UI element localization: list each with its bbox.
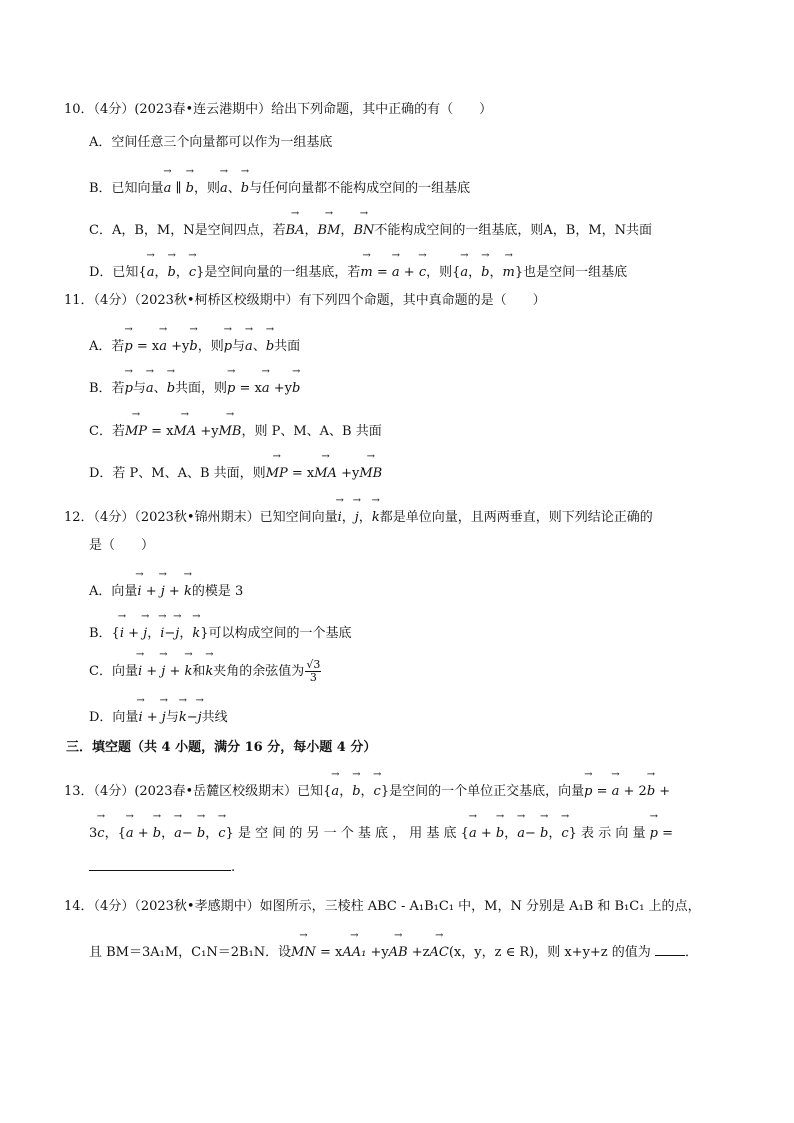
q11-option-d: D．若 P、M、A、B 共面，则→ MP = x→ MA +y→ MB <box>89 458 729 484</box>
q14-line1: 14．（4分）（2023秋•孝感期中）如图所示，三棱柱 ABC - A₁B₁C₁ 中，M，N 分别是 A₁B 和 B₁C₁ 上的点， <box>64 899 701 914</box>
q12-option-c: C．向量→ i + → j + → k和→ k夹角的余弦值为 $\frac{√3}{3}$ <box>89 656 729 684</box>
q11-option-b: B．若→ p与→ a、→ b共面，则→ p = x→ a +y→ b <box>89 373 729 399</box>
q10-option-c: C．A，B，M，N是空间四点，若→ BA，→ BM，→ BN不能构成空间的一组基底，则A，B，M，N共面 <box>89 215 729 241</box>
q11-option-c: C．若→ MP = x→ MA +y→ MB，则 P、M、A、B 共面 <box>89 416 729 442</box>
q13-answer-blank[interactable] <box>89 870 231 871</box>
fraction-sqrt3-over-3: $\frac{√3}{3}$ <box>306 658 321 684</box>
q13-line1: 13．（4分）(2023春•岳麓区校级期末）已知{→ a，→ b，→ c}是空间的一个单位正交基底，向量→ p = → a + 2→ b + <box>64 776 724 802</box>
q11-option-a: A．若→ p = x→ a +y→ b，则→ p与→ a、→ b共面 <box>89 331 729 357</box>
q12-stem: 12．（4分）（2023秋•锦州期末）已知空间向量→ i，→ j，→ k都是单位向量，且两两垂直，则下列结论正确的 <box>64 502 724 528</box>
q14-line2: 且 BM＝3A₁M，C₁N＝2B₁N．设→ MN = x→ AA₁ +y→ AB +z→ AC(x，y，z ∈ R)，则 x+y+z 的值为 ． <box>89 937 729 963</box>
q14-answer-blank[interactable] <box>655 955 685 956</box>
q12-option-a: A．向量→ i + → j + → k的模是 3 <box>89 576 729 602</box>
q10-option-d: D．已知{→ a，→ b，→ c}是空间向量的一组基底，若→ m = → a + → c，则{→ a，→ b，→ m}也是空间一组基底 <box>89 257 729 283</box>
section-title-fill-blank: 三．填空题（共 4 小题，满分 16 分，每小题 4 分） <box>66 740 377 755</box>
q10-option-b: B．已知向量→ a ∥ → b，则→ a、→ b与任何向量都不能构成空间的一组基底 <box>89 173 729 199</box>
q13-line2: 3→ c，{→ a + → b，→ a− → b，→ c} 是 空 间 的 另 一 个 基 底 ， 用 基 底 {→ a + → b，→ a− → b，→ c} 表 示 向 量 → p = <box>89 818 729 844</box>
q13-line3: . <box>89 858 729 878</box>
q11-stem: 11．（4分）（2023秋•柯桥区校级期中）有下列四个命题，其中真命题的是（ ） <box>64 293 546 308</box>
q12-stem-line2: 是（ ） <box>89 538 155 553</box>
q10-option-a: A．空间任意三个向量都可以作为一组基底 <box>89 135 333 150</box>
q12-option-b: B．{→ i + → j，→ i−→ j，→ k}可以构成空间的一个基底 <box>89 618 729 644</box>
q12-option-d: D．向量→ i + → j与→ k−→ j共线 <box>89 702 729 728</box>
q10-stem: 10．（4分）(2023春•连云港期中）给出下列命题，其中正确的有（ ） <box>64 102 493 117</box>
